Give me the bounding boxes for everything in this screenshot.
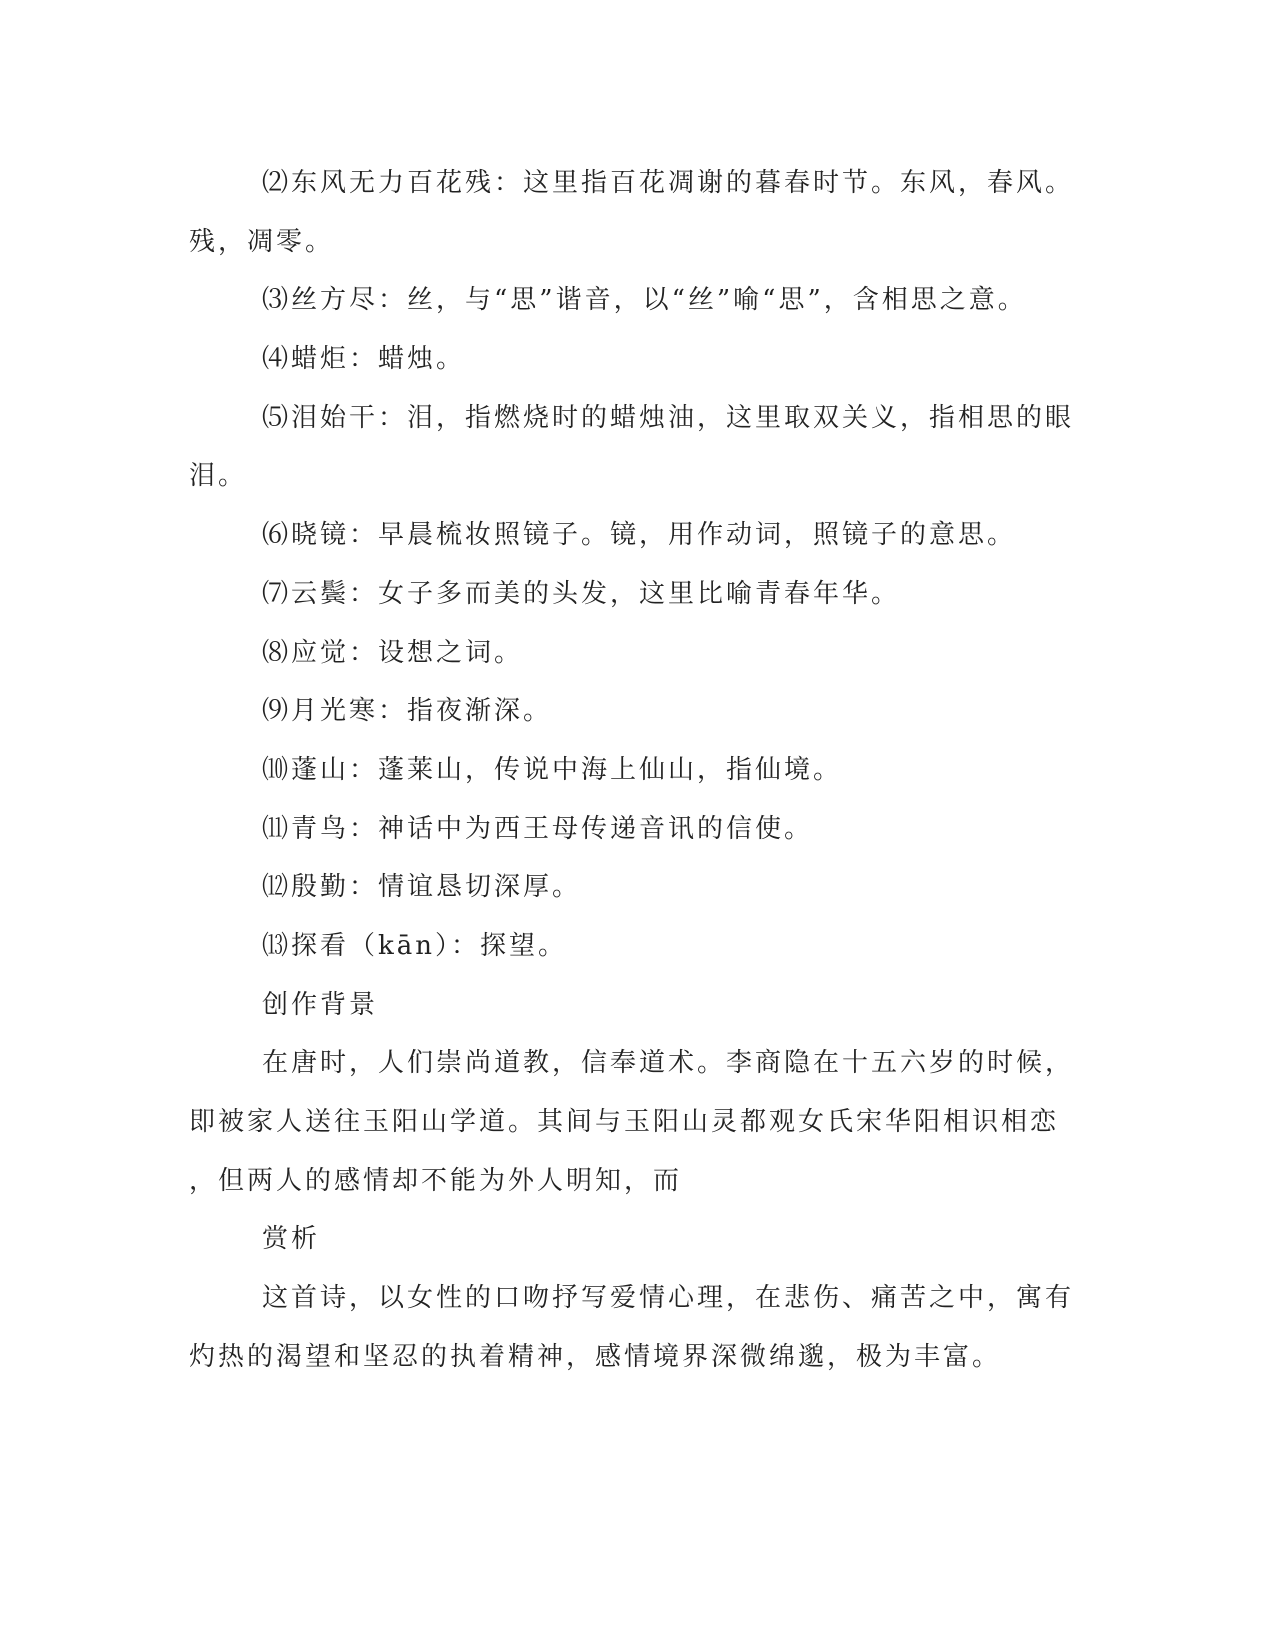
appreciation-paragraph-line-1: 这首诗，以女性的口吻抒写爱情心理，在悲伤、痛苦之中，寓有 — [262, 1283, 1075, 1313]
note-6: ⑹晓镜：早晨梳妆照镜子。镜，用作动词，照镜子的意思。 — [262, 520, 1017, 550]
note-3: ⑶丝方尽：丝，与“思”谐音，以“丝”喻“思”，含相思之意。 — [262, 285, 1027, 315]
background-paragraph-line-1: 在唐时，人们崇尚道教，信奉道术。李商隐在十五六岁的时候， — [262, 1048, 1075, 1078]
note-5: ⑸泪始干：泪，指燃烧时的蜡烛油，这里取双关义，指相思的眼 — [262, 403, 1075, 433]
note-5-continued: 泪。 — [189, 461, 248, 491]
appreciation-paragraph-line-2: 灼热的渴望和坚忍的执着精神，感情境界深微绵邈，极为丰富。 — [189, 1342, 1002, 1372]
background-heading: 创作背景 — [262, 990, 379, 1020]
note-11: ⑾青鸟：神话中为西王母传递音讯的信使。 — [262, 814, 814, 844]
note-4: ⑷蜡炬：蜡烛。 — [262, 344, 466, 374]
note-2: ⑵东风无力百花残：这里指百花凋谢的暮春时节。东风，春风。 — [262, 168, 1075, 198]
note-13: ⒀探看（kān）：探望。 — [262, 931, 568, 961]
background-paragraph-line-2: 即被家人送往玉阳山学道。其间与玉阳山灵都观女氏宋华阳相识相恋 — [189, 1107, 1060, 1137]
note-9: ⑼月光寒：指夜渐深。 — [262, 696, 553, 726]
appreciation-heading: 赏析 — [262, 1224, 321, 1254]
note-10: ⑽蓬山：蓬莱山，传说中海上仙山，指仙境。 — [262, 755, 843, 785]
note-7: ⑺云鬓：女子多而美的头发，这里比喻青春年华。 — [262, 579, 901, 609]
background-paragraph-line-3: ，但两人的感情却不能为外人明知，而 — [189, 1166, 683, 1196]
note-8: ⑻应觉：设想之词。 — [262, 638, 524, 668]
note-12: ⑿殷勤：情谊恳切深厚。 — [262, 872, 582, 902]
note-2-continued: 残，凋零。 — [189, 227, 335, 257]
